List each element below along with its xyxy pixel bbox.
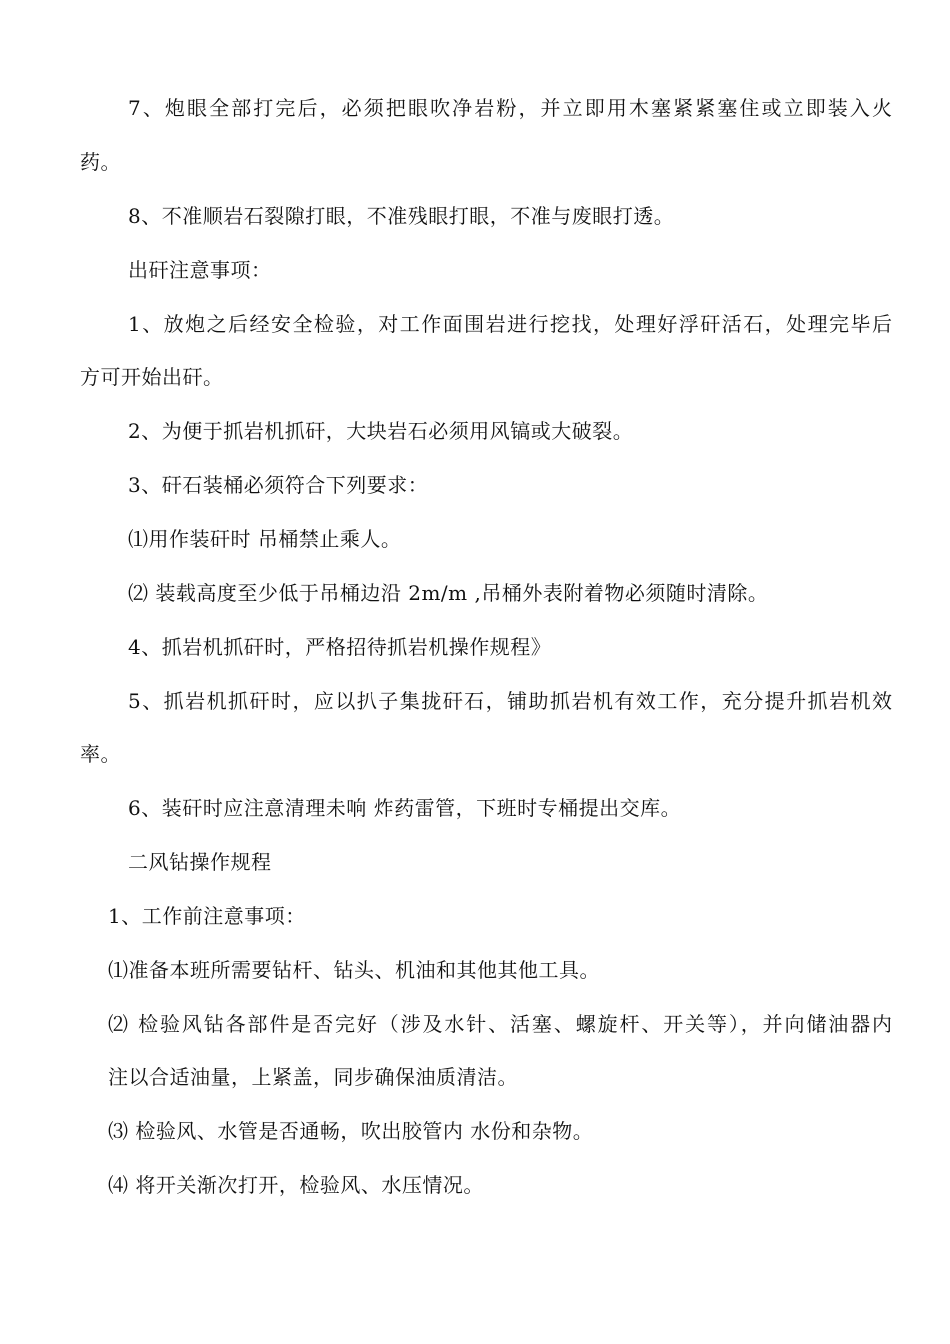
paragraph-7-line-2: 药。 bbox=[80, 150, 121, 174]
drill-subitem-2-line-2: 注以合适油量，上紧盖，同步确保油质清洁。 bbox=[108, 1065, 518, 1089]
drill-subitem-4: ⑷ 将开关渐次打开，检验风、水压情况。 bbox=[108, 1173, 484, 1197]
paragraph-7-line-1: 7、炮眼全部打完后，必须把眼吹净岩粉，并立即用木塞紧紧塞住或立即装入火 bbox=[128, 96, 892, 120]
muck-item-5-line-1: 5、抓岩机抓矸时，应以扒子集拢矸石，铺助抓岩机有效工作，充分提升抓岩机效 bbox=[128, 689, 892, 713]
muck-item-5-line-2: 率。 bbox=[80, 742, 121, 766]
muck-item-2: 2、为便于抓岩机抓矸，大块岩石必须用风镐或大破裂。 bbox=[128, 419, 634, 443]
muck-item-1-line-2: 方可开始出矸。 bbox=[80, 365, 224, 389]
drill-subitem-1: ⑴准备本班所需要钻杆、钻头、机油和其他其他工具。 bbox=[108, 958, 600, 982]
muck-item-3: 3、矸石装桶必须符合下列要求： bbox=[128, 473, 429, 497]
muck-subitem-1: ⑴用作装矸时 吊桶禁止乘人。 bbox=[128, 527, 402, 551]
paragraph-8: 8、不准顺岩石裂隙打眼，不准残眼打眼，不准与废眼打透。 bbox=[128, 204, 675, 228]
muck-item-6: 6、装矸时应注意清理未响 炸药雷管，下班时专桶提出交库。 bbox=[128, 796, 682, 820]
drill-subitem-3: ⑶ 检验风、水管是否通畅，吹出胶管内 水份和杂物。 bbox=[108, 1119, 594, 1143]
muck-subitem-2: ⑵ 装载高度至少低于吊桶边沿 2m/m ,吊桶外表附着物必须随时清除。 bbox=[128, 581, 769, 605]
drill-item-1: 1、工作前注意事项： bbox=[108, 904, 306, 928]
section-heading-muck-removal: 出矸注意事项： bbox=[128, 258, 272, 282]
drill-subitem-2-line-1: ⑵ 检验风钻各部件是否完好（涉及水针、活塞、螺旋杆、开关等），并向储油器内 bbox=[108, 1012, 892, 1036]
section-heading-drill-rules: 二风钻操作规程 bbox=[128, 850, 272, 874]
muck-item-4: 4、抓岩机抓矸时，严格招待抓岩机操作规程》 bbox=[128, 635, 552, 659]
muck-item-1-line-1: 1、放炮之后经安全检验，对工作面围岩进行挖找，处理好浮矸活石，处理完毕后 bbox=[128, 312, 892, 336]
